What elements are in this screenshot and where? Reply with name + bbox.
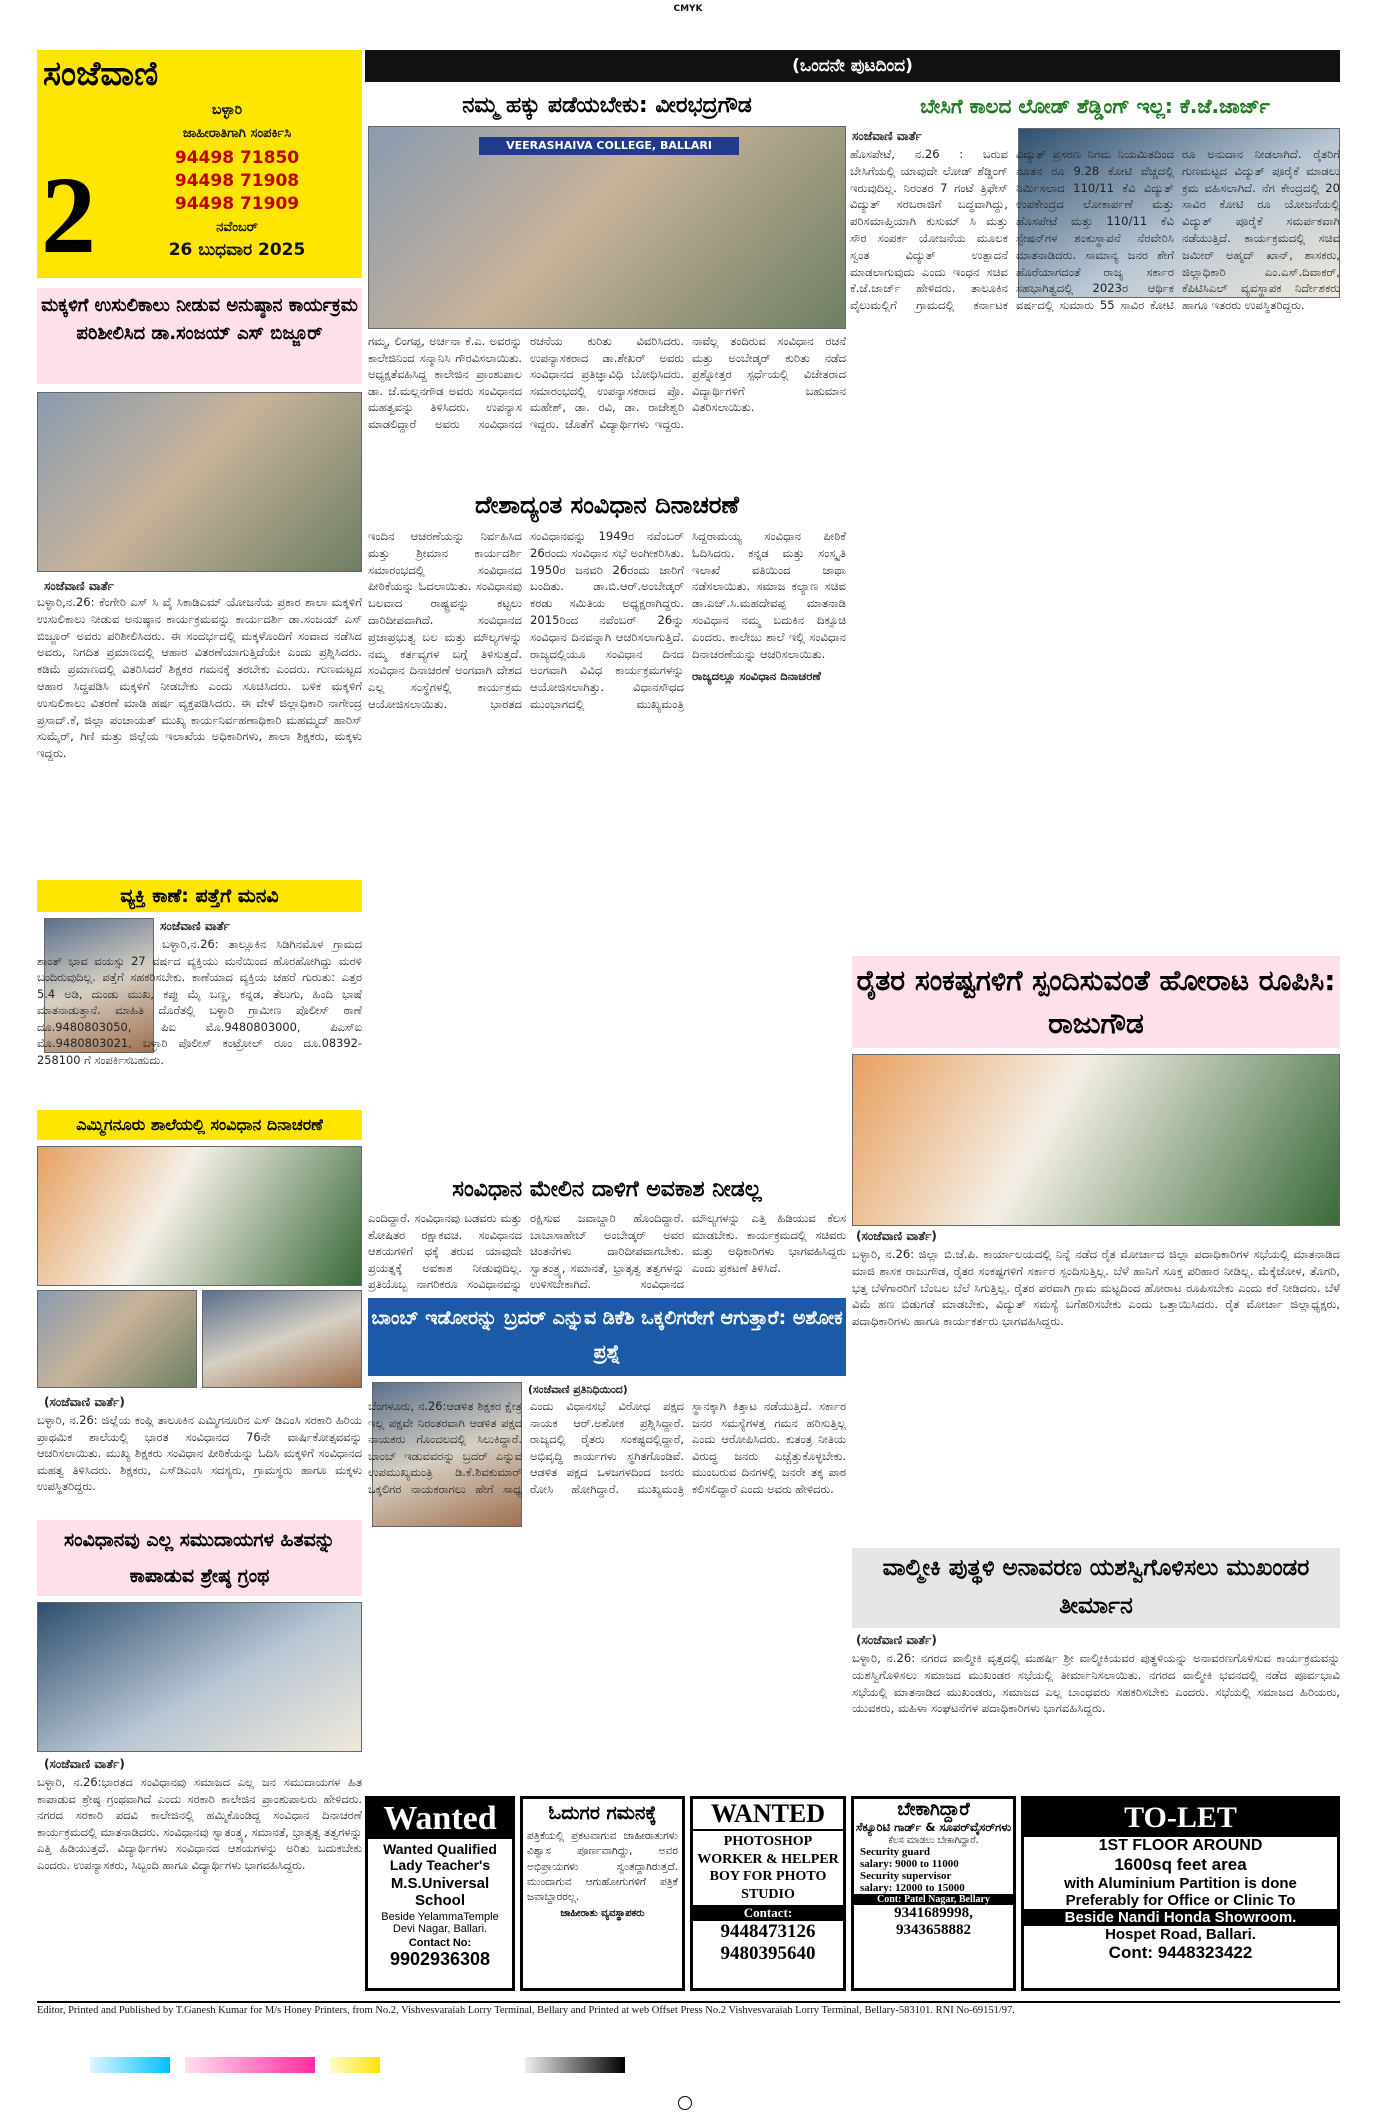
ad5-line5: Beside Nandi Honda Showroom. xyxy=(1024,1909,1337,1926)
ad4-body: ಸೆಕ್ಯೂರಿಟಿ ಗಾರ್ಡ್ & ಸೂಪರ್‌ವೈಸರ್‌ಗಳು xyxy=(855,1820,1012,1834)
ad-to-let xyxy=(1021,1796,1340,1991)
ad1-contact-label: Contact No: xyxy=(408,1937,472,1949)
a5-photo-banner: VEERASHAIVA COLLEGE, BALLARI xyxy=(479,137,739,155)
color-bar-cyan xyxy=(90,2057,170,2073)
a1-body: ಬಳ್ಳಾರಿ,ನ.26: ಕೆಂಗೇರಿ ಎಸ್ ಸಿ ವೈ ಸಿಕಾಡಿಎಮ್ ಯೋಜನೆಯ ಪ್ರಕಾರ ಶಾಲಾ ಮಕ್ಕಳಿಗೆ ಉಸುಲಿಕಾಲು ನೀಡುವ ಅನುಷ್ಠಾನ ಕಾರ್ಯಕ್ರಮವನ್ನು ಕಾರ್ಯದರ್ಶಿ ಡಾ.ಸಂಜಯ್ ಎಸ್ ಬಿಜ್ಜೂರ್ ಅವರು ಪರಿಶೀಲಿಸಿದರು. ಈ ಸಂದರ್ಭದಲ್ಲಿ ಮಕ್ಕಳೊಂದಿಗೆ ಸಂವಾದ ನಡೆಸಿದ ಅವರು, ನಿಗದಿತ ಪ್ರಮಾಣದಲ್ಲಿ ಆಹಾರ ವಿತರಣೆಯಾಗುತ್ತಿದೆಯೇ ಎಂದು ಪ್ರಶ್ನಿಸಿದರು. ಕಡಿಮೆ ಪ್ರಮಾಣದಲ್ಲಿ ವಿತರಿಸಿದರೆ ಶಿಕ್ಷಕರ ಗಮನಕ್ಕೆ ತರಬೇಕು ಎಂದರು. ಗುಣಮಟ್ಟದ ಆಹಾರ ಸಿದ್ಧಪಡಿಸಿ ಮಕ್ಕಳಿಗೆ ನೀಡಬೇಕು ಎಂದು ಸೂಚಿಸಿದರು. ಬಳಿಕ ಮಕ್ಕಳಿಗೆ ಉಸುಲಿಕಾಲು ವಿತರಣೆ ಮಾಡಿ ಹರ್ಷ ವ್ಯಕ್ತಪಡಿಸಿದರು. ಈ ವೇಳೆ ಜಿಲ್ಲಾಧಿಕಾರಿ ನಾಗೇಂದ್ರ ಪ್ರಸಾದ್.ಕೆ, ಜಿಲ್ಲಾ ಪಂಚಾಯತ್ ಮುಖ್ಯ ಕಾರ್ಯನಿರ್ವಹಣಾಧಿಕಾರಿ ಮಹಮ್ಮದ್ ಹಾರಿಸ್ ಸುಮೈರ್, ಗಿಣಿ ಮತ್ತು ಜಿಲ್ಲೆಯ ಇಲಾಖೆಯ ಅಧಿಕಾರಿಗಳು, ಶಾಲಾ ಶಿಕ್ಷಕರು, ಮಕ್ಕಳು ಇದ್ದರು. xyxy=(37,595,362,761)
a11-body: ಬಳ್ಳಾರಿ, ನ.26: ನಗರದ ವಾಲ್ಮೀಕಿ ವೃತ್ತದಲ್ಲಿ ಮಹರ್ಷಿ ಶ್ರೀ ವಾಲ್ಮೀಕಿಯವರ ಪುತ್ಥಳಿಯನ್ನು ಅನಾವರಣಗೊಳಿಸುವ ಕಾರ್ಯಕ್ರಮವನ್ನು ಯಶಸ್ವಿಗೊಳಿಸಲು ಸಮಾಜದ ಮುಖಂಡರ ಸಭೆಯಲ್ಲಿ ತೀರ್ಮಾನಿಸಲಾಯಿತು. ನಗರದ ವಾಲ್ಮೀಕಿ ಭವನದಲ್ಲಿ ನಡೆದ ಪೂರ್ವಭಾವಿ ಸಭೆಯಲ್ಲಿ ಮಾತನಾಡಿದ ಮುಖಂಡರು, ಸಮಾಜದ ಎಲ್ಲ ಬಾಂಧವರು ಸಹಕರಿಸಬೇಕು ಎಂದರು. ಸಭೆಯಲ್ಲಿ ಸಮಾಜದ ಹಿರಿಯರು, ಯುವಕರು, ಮಹಿಳಾ ಸಂಘಟನೆಗಳ ಪದಾಧಿಕಾರಿಗಳು ಭಾಗವಹಿಸಿದ್ದರು. xyxy=(852,1651,1340,1716)
a1-dateline: ಸಂಜೆವಾಣಿ ವಾರ್ತೆ xyxy=(44,579,114,593)
a8-dateline: (ಸಂಜೆವಾಣಿ ಪ್ರತಿನಿಧಿಯಿಂದ) xyxy=(528,1383,628,1396)
a3-photo-2 xyxy=(37,1290,197,1388)
ad4-title: ಬೇಕಾಗಿದ್ದಾರೆ xyxy=(897,1799,970,1820)
ad-teacher-wanted xyxy=(365,1796,515,1991)
ad3-body: PHOTOSHOP WORKER & HELPER BOY FOR PHOTO STUDIO xyxy=(697,1834,839,1902)
ad3-phone-1: 9448473126 xyxy=(720,1921,816,1942)
ad4-line2: salary: 9000 to 11000 xyxy=(860,1858,959,1870)
ad2-footer: ಜಾಹೀರಾತು ವ್ಯವಸ್ಥಾಪಕರು xyxy=(560,1907,645,1919)
a6-headline: ದೇಶಾದ್ಯಂತ ಸಂವಿಧಾನ ದಿನಾಚರಣೆ xyxy=(475,491,739,519)
ad5-line4: Preferably for Office or Clinic To xyxy=(1065,1892,1296,1909)
color-bar-magenta xyxy=(185,2057,315,2073)
ad1-address: Beside YelammaTemple Devi Nagar, Ballari. xyxy=(381,1911,499,1935)
a1-photo xyxy=(37,392,362,572)
a3-headline: ಎಮ್ಮಿಗನೂರು ಶಾಲೆಯಲ್ಲಿ ಸಂವಿಧಾನ ದಿನಾಚರಣೆ xyxy=(37,1110,362,1140)
ad2-body: ಪತ್ರಿಕೆಯಲ್ಲಿ ಪ್ರಕಟವಾಗುವ ಜಾಹೀರಾತುಗಳು ವಿಶ್ವಾಸ ಪೂರ್ಣವಾಗಿದ್ದು, ಅವರ ಅಭಿಪ್ರಾಯಗಳು ಸ್ವಂತದ್ದಾಗಿರುತ್ತದೆ. ಮುಂದಾಗುವ ಆಗುಹೋಗುಗಳಿಗೆ ಪತ್ರಿಕೆ ಜವಾಬ್ದಾರರಲ್ಲ. xyxy=(527,1830,678,1904)
a8-body: ಬೆಂಗಳೂರು, ನ.26:ಆಡಳಿತ ಶಿಕ್ಷಕರ ಕ್ಷೇತ್ರ ಇಲ್ಲ ಪಕ್ಷವೇ ನಿರಂತರವಾಗಿ ಆಡಳಿತ ಪಕ್ಷದ ನಾಯಕರು ಗೊಂದಲದಲ್ಲಿ ಸಿಲುಕಿದ್ದಾರೆ. ಬಾಂಬ್ ಇಡುವವರನ್ನು ಬ್ರದರ್ ಎನ್ನುವ ಉಪಮುಖ್ಯಮಂತ್ರಿ ಡಿ.ಕೆ.ಶಿವಕುಮಾರ್ ಒಕ್ಕಲಿಗರ ನಾಯಕರಾಗಲು ಹೇಗೆ ಸಾಧ್ಯ ಎಂದು ವಿಧಾನಸಭೆ ವಿರೋಧ ಪಕ್ಷದ ನಾಯಕ ಆರ್.ಅಶೋಕ ಪ್ರಶ್ನಿಸಿದ್ದಾರೆ. ರಾಜ್ಯದಲ್ಲಿ ರೈತರು ಸಂಕಷ್ಟದಲ್ಲಿದ್ದಾರೆ, ಅಭಿವೃದ್ಧಿ ಕಾರ್ಯಗಳು ಸ್ಥಗಿತಗೊಂಡಿವೆ. ಆಡಳಿತ ಪಕ್ಷದ ಒಳಜಗಳದಿಂದ ಜನರು ರೋಸಿ ಹೋಗಿದ್ದಾರೆ. ಮುಖ್ಯಮಂತ್ರಿ ಸ್ಥಾನಕ್ಕಾಗಿ ಕಿತ್ತಾಟ ನಡೆಯುತ್ತಿದೆ. ಸರ್ಕಾರ ಜನರ ಸಮಸ್ಯೆಗಳತ್ತ ಗಮನ ಹರಿಸುತ್ತಿಲ್ಲ ಎಂದು ಆರೋಪಿಸಿದರು. ಕುತಂತ್ರ ನೀತಿಯ ವಿರುದ್ಧ ಜನರು ಎಚ್ಚೆತ್ತುಕೊಳ್ಳಬೇಕು. ಮುಂಬರುವ ದಿನಗಳಲ್ಲಿ ಜನರೇ ತಕ್ಕ ಪಾಠ ಕಲಿಸಲಿದ್ದಾರೆ ಎಂದು ಅವರು ಹೇಳಿದರು. xyxy=(368,1399,846,1496)
ad1-title: Wanted xyxy=(368,1799,512,1839)
a7-headline: ಸಂವಿಧಾನ ಮೇಲಿನ ದಾಳಿಗೆ ಅವಕಾಶ ನೀಡಲ್ಲ xyxy=(452,1177,762,1202)
a2-body: ಬಳ್ಳಾರಿ,ನ.26: ತಾಲ್ಲೂಕಿನ ಸಿಡಿಗಿನಮೊಳ ಗ್ರಾಮದ ಶಾಂತ್ ಭಾವ ವಯಸ್ಸು 27 ವರ್ಷದ ವ್ಯಕ್ತಿಯು ಮನೆಯಿಂದ ಹೊರಹೋಗಿದ್ದು ಮರಳಿ ಬಂದಿರುವುದಿಲ್ಲ. ಪತ್ತೆಗೆ ಸಹಕರಿಸಬೇಕು. ಕಾಣೆಯಾದ ವ್ಯಕ್ತಿಯ ಚಹರೆ ಗುರುತು: ಎತ್ತರ 5.4 ಅಡಿ, ದುಂಡು ಮುಖ, ಕಪ್ಪು ಮೈ ಬಣ್ಣ, ಕನ್ನಡ, ತೆಲುಗು, ಹಿಂದಿ ಭಾಷೆ ಮಾತನಾಡುತ್ತಾನೆ. ಮಾಹಿತಿ ದೊರೆತಲ್ಲಿ ಬಳ್ಳಾರಿ ಗ್ರಾಮೀಣ ಪೊಲೀಸ್ ಠಾಣೆ ದೂ.9480803050, ಪಿಐ ಮೊ.9480803000, ಪಿಎಸ್‌ಐ ಮೊ.9480803021, ಬಳ್ಳಾರಿ ಪೊಲೀಸ್ ಕಂಟ್ರೋಲ್ ರೂಂ ದೂ.08392-258100 ಗೆ ಸಂಪರ್ಕಿಸಬಹುದು. xyxy=(37,937,362,1067)
ad1-line1: Wanted Qualified Lady Teacher's xyxy=(383,1841,497,1873)
a9-body: ಹೊಸಪೇಟೆ, ನ.26 : ಬರುವ ಬೇಸಿಗೆಯಲ್ಲಿ ಯಾವುದೇ ಲೋಡ್ ಶೆಡ್ಡಿಂಗ್ ಇರುವುದಿಲ್ಲ. ನಿರಂತರ 7 ಗಂಟೆ ತ್ರಿಫೇಸ್ ವಿದ್ಯುತ್ ಸರಬರಾಜಿಗೆ ಬದ್ಧವಾಗಿದ್ದು, ಪರಿಸಮಾಪ್ತಿಯಾಗಿ ಕುಸುಮ್ ಸಿ ಮತ್ತು ಸೌರ ಸಂಪರ್ಕ ಯೋಜನೆಯ ಮೂಲಕ ಸ್ವಂತ ವಿದ್ಯುತ್ ಉತ್ಪಾದನೆ ಮಾಡಲಾಗುವುದು ಎಂದು ಇಂಧನ ಸಚಿವ ಕೆ.ಜೆ.ಜಾರ್ಜ್ ಹೇಳಿದರು. ತಾಲೂಕಿನ ವೈಲುಮಲ್ಲಿಗೆ ಗ್ರಾಮದಲ್ಲಿ ಕರ್ನಾಟಕ ವಿದ್ಯುತ್ ಪ್ರಸರಣ ನಿಗಮ ನಿಯಮಿತದಿಂದ ನೂತನ ರೂ 9.28 ಕೋಟಿ ವೆಚ್ಚದಲ್ಲಿ ನಿರ್ಮಿಸಲಾದ 110/11 ಕೆವಿ ವಿದ್ಯುತ್ ಉಪಕೇಂದ್ರದ ಲೋಕಾರ್ಪಣೆ ಮತ್ತು ಹೊಸಪೇಟೆ ಮತ್ತು 110/11 ಕೆವಿ ಸ್ಟೇಷನ್‌ಗಳ ಶಂಕುಸ್ಥಾಪನೆ ನೆರವೇರಿಸಿ ಮಾತನಾಡಿದರು. ಸಾಮಾನ್ಯ ಜನರ ಶೇಗೆ ಹೊರೆಯಾಗದಂತೆ ರಾಜ್ಯ ಸರ್ಕಾರ ಸಹಭಾಗಿತ್ವದಲ್ಲಿ 2023ರ ಆರ್ಥಿಕ ವರ್ಷದಲ್ಲಿ ಸುಮಾರು 55 ಸಾವಿರ ಕೋಟಿ ರೂ ಅನುದಾನ ನೀಡಲಾಗಿದೆ. ರೈತರಿಗೆ ಗುಣಮಟ್ಟದ ವಿದ್ಯುತ್ ಪೂರೈಕೆ ಮಾಡಲು ಕ್ರಮ ವಹಿಸಲಾಗಿದೆ. ನೆಗ ಕೇಂದ್ರದಲ್ಲಿ 20 ಸಾವಿರ ಕೋಟಿ ರೂ ಯೋಜನೆಯಲ್ಲಿ ವಿದ್ಯುತ್ ಪೂರೈಕೆ ಸಮರ್ಪಕವಾಗಿ ನಡೆಯುತ್ತಿದೆ. ಕಾರ್ಯಕ್ರಮದಲ್ಲಿ ಸಚಿವ ಜಮೀರ್ ಅಹ್ಮದ್ ಖಾನ್, ಶಾಸಕರು, ಜಿಲ್ಲಾಧಿಕಾರಿ ಎಂ.ಎಸ್.ದಿವಾಕರ್, ಕೆಪಿಟಿಸಿಎಲ್ ವ್ಯವಸ್ಥಾಪಕ ನಿರ್ದೇಶಕರು ಹಾಗೂ ಇತರರು ಉಪಸ್ಥಿತರಿದ್ದರು. xyxy=(850,147,1340,313)
masthead-box xyxy=(37,50,362,278)
a11-headline: ವಾಲ್ಮೀಕಿ ಪುತ್ಥಳಿ ಅನಾವರಣ ಯಶಸ್ವಿಗೊಳಿಸಲು ಮುಖಂಡರ ತೀರ್ಮಾನ xyxy=(852,1548,1340,1628)
ad-readers-notice xyxy=(520,1796,685,1991)
page-number: 2 xyxy=(41,154,96,276)
masthead-title: ಸಂಜೆವಾಣಿ xyxy=(43,54,159,94)
imprint-rule xyxy=(37,2001,1340,2003)
phone-2: 94498 71908 xyxy=(174,171,300,191)
a3-photo-3 xyxy=(202,1290,362,1388)
a10-photo xyxy=(852,1054,1340,1226)
a6-subhead: ರಾಜ್ಯದಲ್ಲೂ ಸಂವಿಧಾನ ದಿನಾಚರಣೆ xyxy=(692,669,821,684)
a5-photo xyxy=(368,126,846,329)
ad-contact-label: ಜಾಹೀರಾತಿಗಾಗಿ ಸಂಪರ್ಕಿಸಿ xyxy=(182,126,292,141)
ad3-contact-label: Contact: xyxy=(693,1905,843,1921)
a9-dateline: ಸಂಜೆವಾಣಿ ವಾರ್ತೆ xyxy=(852,129,922,143)
month-label: ನವೆಂಬರ್ xyxy=(216,220,258,235)
a11-dateline: (ಸಂಜೆವಾಣಿ ವಾರ್ತೆ) xyxy=(856,1633,937,1647)
ad4-line1: Security guard xyxy=(860,1846,930,1858)
ad4-address: Cont: Patel Nagar, Bellary xyxy=(854,1894,1013,1905)
ad4-phone-2: 9343658882 xyxy=(896,1922,971,1938)
ad-photoshop-wanted xyxy=(690,1796,846,1991)
ad5-line2: 1600sq feet area xyxy=(1114,1855,1247,1874)
registration-mark-bottom xyxy=(678,2096,692,2110)
ad5-line1: 1ST FLOOR AROUND xyxy=(1098,1837,1263,1854)
a8-headline: ಬಾಂಬ್ ಇಡೋರನ್ನು ಬ್ರದರ್ ಎನ್ನುವ ಡಿಕೆಶಿ ಒಕ್ಕಲಿಗರೇಗೆ ಆಗುತ್ತಾರೆ: ಅಶೋಕ ಪ್ರಶ್ನೆ xyxy=(368,1298,846,1376)
color-bar-yellow xyxy=(330,2057,380,2073)
ad4-phone-1: 9341689998, xyxy=(894,1905,973,1921)
color-bar-black xyxy=(525,2057,625,2073)
continuation-banner: (ಒಂದನೇ ಪುಟದಿಂದ) xyxy=(365,50,1340,82)
a3-dateline: (ಸಂಜೆವಾಣಿ ವಾರ್ತೆ) xyxy=(44,1395,125,1409)
ad3-title: WANTED xyxy=(693,1799,843,1831)
a7-body: ಎಂದಿದ್ದಾರೆ. ಸಂವಿಧಾನವು ಬಡವರು ಮತ್ತು ಶೋಷಿತರ ರಕ್ಷಾಕವಚ. ಸಂವಿಧಾನದ ಆಶಯಗಳಿಗೆ ಧಕ್ಕೆ ತರುವ ಯಾವುದೇ ಪ್ರಯತ್ನಕ್ಕೆ ಅವಕಾಶ ನೀಡುವುದಿಲ್ಲ. ಪ್ರತಿಯೊಬ್ಬ ನಾಗರಿಕರೂ ಸಂವಿಧಾನವನ್ನು ರಕ್ಷಿಸುವ ಜವಾಬ್ದಾರಿ ಹೊಂದಿದ್ದಾರೆ. ಬಾಬಾಸಾಹೇಬ್ ಅಂಬೇಡ್ಕರ್ ಅವರ ಚಿಂತನೆಗಳು ದಾರಿದೀಪವಾಗಬೇಕು. ಸ್ವಾತಂತ್ರ್ಯ, ಸಮಾನತೆ, ಭ್ರಾತೃತ್ವ ತತ್ವಗಳನ್ನು ಉಳಿಸಬೇಕಾಗಿದೆ. ಸಂವಿಧಾನದ ಮೌಲ್ಯಗಳನ್ನು ಎತ್ತಿ ಹಿಡಿಯುವ ಕೆಲಸ ಮಾಡಬೇಕು. ಕಾರ್ಯಕ್ರಮದಲ್ಲಿ ಸಚಿವರು ಮತ್ತು ಅಧಿಕಾರಿಗಳು ಭಾಗವಹಿಸಿದ್ದರು ಎಂದು ಪ್ರಕಟಣೆ ತಿಳಿಸಿದೆ. xyxy=(368,1211,846,1292)
a6-body-text: ಇಂದಿನ ಆಚರಣೆಯನ್ನು ನಿರ್ವಹಿಸಿದ ಮತ್ತು ಶ್ರೀಮಾನ ಕಾರ್ಯದರ್ಶಿ ಸಮಾರಂಭದಲ್ಲಿ ಸಂವಿಧಾನದ ಪೀಠಿಕೆಯನ್ನು ಓದಲಾಯಿತು. ಸಂವಿಧಾನವು ಬಲವಾದ ರಾಷ್ಟ್ರವನ್ನು ಕಟ್ಟಲು ದಾರಿದೀಪವಾಗಿದೆ. ಸಂವಿಧಾನದ ಪ್ರಜಾಪ್ರಭುತ್ವ ಬಲ ಮತ್ತು ಮೌಲ್ಯಗಳನ್ನು ನಮ್ಮ ಕರ್ತವ್ಯಗಳ ಬಗ್ಗೆ ತಿಳಿಸುತ್ತದೆ. ಸಂವಿಧಾನ ದಿನಾಚರಣೆ ಅಂಗವಾಗಿ ದೇಶದ ಎಲ್ಲ ಸಂಸ್ಥೆಗಳಲ್ಲಿ ಕಾರ್ಯಕ್ರಮ ಆಯೋಜಿಸಲಾಯಿತು. ಭಾರತದ ಸಂವಿಧಾನವನ್ನು 1949ರ ನವೆಂಬರ್ 26ರಂದು ಸಂವಿಧಾನ ಸಭೆ ಅಂಗೀಕರಿಸಿತು. 1950ರ ಜನವರಿ 26ರಂದು ಜಾರಿಗೆ ಬಂದಿತು. ಡಾ.ಬಿ.ಆರ್.ಅಂಬೇಡ್ಕರ್ ಕರಡು ಸಮಿತಿಯ ಅಧ್ಯಕ್ಷರಾಗಿದ್ದರು. 2015ರಿಂದ ನವೆಂಬರ್ 26ನ್ನು ಸಂವಿಧಾನ ದಿನವನ್ನಾಗಿ ಆಚರಿಸಲಾಗುತ್ತಿದೆ. ರಾಜ್ಯದಲ್ಲಿಯೂ ಸಂವಿಧಾನ ದಿನದ ಅಂಗವಾಗಿ ವಿವಿಧ ಕಾರ್ಯಕ್ರಮಗಳನ್ನು ಆಯೋಜಿಸಲಾಗಿತ್ತು. ವಿಧಾನಸೌಧದ ಮುಂಭಾಗದಲ್ಲಿ ಮುಖ್ಯಮಂತ್ರಿ ಸಿದ್ದರಾಮಯ್ಯ ಸಂವಿಧಾನ ಪೀಠಿಕೆ ಓದಿಸಿದರು. ಕನ್ನಡ ಮತ್ತು ಸಂಸ್ಕೃತಿ ಇಲಾಖೆ ವತಿಯಿಂದ ಜಾಥಾ ನಡೆಸಲಾಯಿತು. ಸಮಾಜ ಕಲ್ಯಾಣ ಸಚಿವ ಡಾ.ಎಚ್.ಸಿ.ಮಹದೇವಪ್ಪ ಮಾತನಾಡಿ ಸಂವಿಧಾನ ನಮ್ಮ ಬದುಕಿನ ದಿಕ್ಸೂಚಿ ಎಂದರು. ಕಾಲೇಜು ಶಾಲೆ ಇಲ್ಲಿ ಸಂವಿಧಾನ ದಿನಾಚರಣೆಯನ್ನು ಆಚರಿಸಲಾಯಿತು. xyxy=(368,529,846,711)
issue-date: 26 ಬುಧವಾರ 2025 xyxy=(168,240,306,260)
a9-headline: ಬೇಸಿಗೆ ಕಾಲದ ಲೋಡ್ ಶೆಡ್ಡಿಂಗ್ ಇಲ್ಲ: ಕೆ.ಜೆ.ಜಾರ್ಜ್ xyxy=(920,94,1270,118)
a1-headline: ಮಕ್ಕಳಿಗೆ ಉಸುಲಿಕಾಲು ನೀಡುವ ಅನುಷ್ಠಾನ ಕಾರ್ಯಕ್ರಮ ಪರಿಶೀಲಿಸಿದ ಡಾ.ಸಂಜಯ್ ಎಸ್ ಬಿಜ್ಜೂರ್ xyxy=(37,288,362,384)
ad1-phone: 9902936308 xyxy=(389,1949,491,1969)
ad5-phone: Cont: 9448323422 xyxy=(1108,1943,1253,1962)
a10-dateline: (ಸಂಜೆವಾಣಿ ವಾರ್ತೆ) xyxy=(856,1229,937,1243)
ad4-line4: salary: 12000 to 15000 xyxy=(860,1882,965,1894)
ad4-line3: Security supervisor xyxy=(860,1870,952,1882)
a4-photo xyxy=(37,1602,362,1752)
a10-headline: ರೈತರ ಸಂಕಷ್ಟಗಳಿಗೆ ಸ್ಪಂದಿಸುವಂತೆ ಹೋರಾಟ ರೂಪಿಸಿ: ರಾಜುಗೌಡ xyxy=(852,956,1340,1048)
ad5-line6: Hospet Road, Ballari. xyxy=(1105,1926,1256,1943)
ad2-title: ಓದುಗರ ಗಮನಕ್ಕೆ xyxy=(548,1802,657,1824)
ad5-line3: with Aluminium Partition is done xyxy=(1064,1875,1297,1892)
ad4-note: ಕೆಲಸ ಮಾಡಲು ಬೇಕಾಗಿದ್ದಾರೆ. xyxy=(888,1835,979,1846)
a10-body: ಬಳ್ಳಾರಿ, ನ.26: ಜಿಲ್ಲಾ ಬಿ.ಜೆ.ಪಿ. ಕಾರ್ಯಾಲಯದಲ್ಲಿ ನಿನ್ನೆ ನಡೆದ ರೈತ ಮೋರ್ಚಾದ ಜಿಲ್ಲಾ ಪದಾಧಿಕಾರಿಗಳ ಸಭೆಯಲ್ಲಿ ಮಾತನಾಡಿದ ಮಾಜಿ ಶಾಸಕ ರಾಜುಗೌಡ, ರೈತರ ಸಂಕಷ್ಟಗಳಿಗೆ ಸರ್ಕಾರ ಸ್ಪಂದಿಸುತ್ತಿಲ್ಲ. ಬೆಳೆ ಹಾನಿಗೆ ಸೂಕ್ತ ಪರಿಹಾರ ನೀಡಿಲ್ಲ. ಮೆಕ್ಕೆಜೋಳ, ತೊಗರಿ, ಭತ್ತ ಬೆಳೆಗಾರರಿಗೆ ಬೆಂಬಲ ಬೆಲೆ ಸಿಗುತ್ತಿಲ್ಲ. ರೈತರ ಪರವಾಗಿ ಗ್ರಾಮ ಮಟ್ಟದಿಂದ ಹೋರಾಟ ರೂಪಿಸಬೇಕು ಎಂದು ಕರೆ ನೀಡಿದರು. ಬೆಳೆ ವಿಮೆ ಹಣ ಬಿಡುಗಡೆ ಮಾಡಬೇಕು, ವಿದ್ಯುತ್ ಸಮಸ್ಯೆ ಬಗೆಹರಿಸಬೇಕು ಎಂದು ಒತ್ತಾಯಿಸಿದರು. ರೈತ ಮೋರ್ಚಾ ಜಿಲ್ಲಾಧ್ಯಕ್ಷರು, ಪದಾಧಿಕಾರಿಗಳು ಹಾಗೂ ಕಾರ್ಯಕರ್ತರು ಭಾಗವಹಿಸಿದ್ದರು. xyxy=(852,1247,1340,1329)
ad-security-wanted xyxy=(851,1796,1016,1991)
a4-body: ಬಳ್ಳಾರಿ, ನ.26:ಭಾರತದ ಸಂವಿಧಾನವು ಸಮಾಜದ ಎಲ್ಲ ಜನ ಸಮುದಾಯಗಳ ಹಿತ ಕಾಪಾಡುವ ಶ್ರೇಷ್ಠ ಗ್ರಂಥವಾಗಿದೆ ಎಂದು ಸರಕಾರಿ ಕಾಲೇಜಿನ ಪ್ರಾಂಶುಪಾಲರು ಹೇಳಿದರು. ನಗರದ ಸರಕಾರಿ ಪದವಿ ಕಾಲೇಜಿನಲ್ಲಿ ಹಮ್ಮಿಕೊಂಡಿದ್ದ ಸಂವಿಧಾನ ದಿನಾಚರಣೆ ಕಾರ್ಯಕ್ರಮದಲ್ಲಿ ಮಾತನಾಡಿದರು. ಸಂವಿಧಾನವು ಸ್ವಾತಂತ್ರ್ಯ, ಸಮಾನತೆ, ಭ್ರಾತೃತ್ವ ತತ್ವಗಳನ್ನು ಎತ್ತಿ ಹಿಡಿಯುತ್ತದೆ. ವಿದ್ಯಾರ್ಥಿಗಳು ಸಂವಿಧಾನದ ಆಶಯಗಳನ್ನು ಅರಿತು ಬದುಕಬೇಕು ಎಂದರು. ಉಪನ್ಯಾಸಕರು, ಸಿಬ್ಬಂದಿ ಹಾಗೂ ವಿದ್ಯಾರ್ಥಿಗಳು ಭಾಗವಹಿಸಿದ್ದರು. xyxy=(37,1775,362,1872)
ad1-school: M.S.Universal School xyxy=(390,1875,490,1909)
cmyk-mark: CMYK xyxy=(673,4,703,14)
phone-1: 94498 71850 xyxy=(174,148,300,168)
phone-3: 94498 71909 xyxy=(174,194,300,214)
a3-photo-1 xyxy=(37,1146,362,1286)
a4-headline: ಸಂವಿಧಾನವು ಎಲ್ಲ ಸಮುದಾಯಗಳ ಹಿತವನ್ನು ಕಾಪಾಡುವ ಶ್ರೇಷ್ಠ ಗ್ರಂಥ xyxy=(37,1520,362,1596)
a5-body: ಗಮ್ಮ, ಲಿಂಗಪ್ಪ, ಅರ್ಚನಾ ಕೆ.ಎ. ಅವರನ್ನು ಕಾಲೇಜಿನಿಂದ ಸನ್ಮಾನಿಸಿ ಗೌರವಿಸಲಾಯಿತು. ಅಧ್ಯಕ್ಷತೆವಹಿಸಿದ್ದ ಕಾಲೇಜಿನ ಪ್ರಾಂಶುಪಾಲ ಡಾ. ಜೆ.ಮಲ್ಲನಗೌಡ ಅವರು ಸಂವಿಧಾನದ ಮಹತ್ವವನ್ನು ತಿಳಿಸಿದರು. ಉಪನ್ಯಾಸ ಮಾಡಲಿದ್ದಾರೆ ಅವರು ಸಂವಿಧಾನದ ರಚನೆಯ ಕುರಿತು ವಿವರಿಸಿದರು. ಉಪನ್ಯಾಸಕರಾದ ಡಾ.ಶೇಖರ್ ಅವರು ಸಂವಿಧಾನದ ಪ್ರತಿಜ್ಞಾವಿಧಿ ಬೋಧಿಸಿದರು. ಸಮಾರಂಭದಲ್ಲಿ ಉಪನ್ಯಾಸಕರಾದ ಪ್ರೊ. ಮಹೇಶ್, ಡಾ. ರವಿ, ಡಾ. ರಾಜೇಶ್ವರಿ ಇದ್ದರು. ಜೊತೆಗೆ ವಿದ್ಯಾರ್ಥಿಗಳು ಇದ್ದರು. ನಾವೆಲ್ಲ ತಂದಿರುವ ಸಂವಿಧಾನ ರಚನೆ ಮತ್ತು ಅಂಬೇಡ್ಕರ್ ಕುರಿತು ನಡೆದ ಪ್ರಶ್ನೋತ್ತರ ಸ್ಪರ್ಧೆಯಲ್ಲಿ ವಿಜೇತರಾದ ವಿದ್ಯಾರ್ಥಿಗಳಿಗೆ ಬಹುಮಾನ ವಿತರಿಸಲಾಯಿತು. xyxy=(368,334,846,431)
masthead-city: ಬಳ್ಳಾರಿ xyxy=(211,102,243,118)
a2-headline: ವ್ಯಕ್ತಿ ಕಾಣೆ: ಪತ್ತೆಗೆ ಮನವಿ xyxy=(37,880,362,912)
imprint-line: Editor, Printed and Published by T.Ganesh Kumar for M/s Honey Printers, from No.2, Vishvesvaraiah Lorry Terminal, Bellary and Printed at web Offset Press No.2 Vishvesvaraiah Lorry Terminal, Bellary-583101. RNI No-69151/97. xyxy=(37,2005,1015,2016)
a3-body: ಬಳ್ಳಾರಿ, ನ.26: ಜಿಲ್ಲೆಯ ಕಂಪ್ಲಿ ತಾಲೂಕಿನ ಎಮ್ಮಿಗನೂರಿನ ಎಸ್ ಡಿಎಂಸಿ ಸರಕಾರಿ ಹಿರಿಯ ಪ್ರಾಥಮಿಕ ಶಾಲೆಯಲ್ಲಿ ಭಾರತ ಸಂವಿಧಾನದ 76ನೇ ವಾರ್ಷಿಕೋತ್ಸವವನ್ನು ಆಚರಿಸಲಾಯಿತು. ಮುಖ್ಯ ಶಿಕ್ಷಕರು ಸಂವಿಧಾನ ಪೀಠಿಕೆಯನ್ನು ಓದಿಸಿ ಮಕ್ಕಳಿಗೆ ಸಂವಿಧಾನದ ಮಹತ್ವ ತಿಳಿಸಿದರು. ಶಿಕ್ಷಕರು, ಎಸ್‌ಡಿಎಂಸಿ ಸದಸ್ಯರು, ಗ್ರಾಮಸ್ಥರು ಹಾಗೂ ಮಕ್ಕಳು ಉಪಸ್ಥಿತರಿದ್ದರು. xyxy=(37,1413,362,1494)
a5-headline: ನಮ್ಮ ಹಕ್ಕು ಪಡೆಯಬೇಕು: ವೀರಭದ್ರಗೌಡ xyxy=(462,93,752,118)
a2-dateline: ಸಂಜೆವಾಣಿ ವಾರ್ತೆ xyxy=(160,919,230,933)
ad3-phone-2: 9480395640 xyxy=(720,1943,816,1964)
a4-dateline: (ಸಂಜೆವಾಣಿ ವಾರ್ತೆ) xyxy=(44,1757,125,1771)
ad5-title: TO-LET xyxy=(1024,1799,1337,1837)
a6-body xyxy=(368,528,846,1168)
